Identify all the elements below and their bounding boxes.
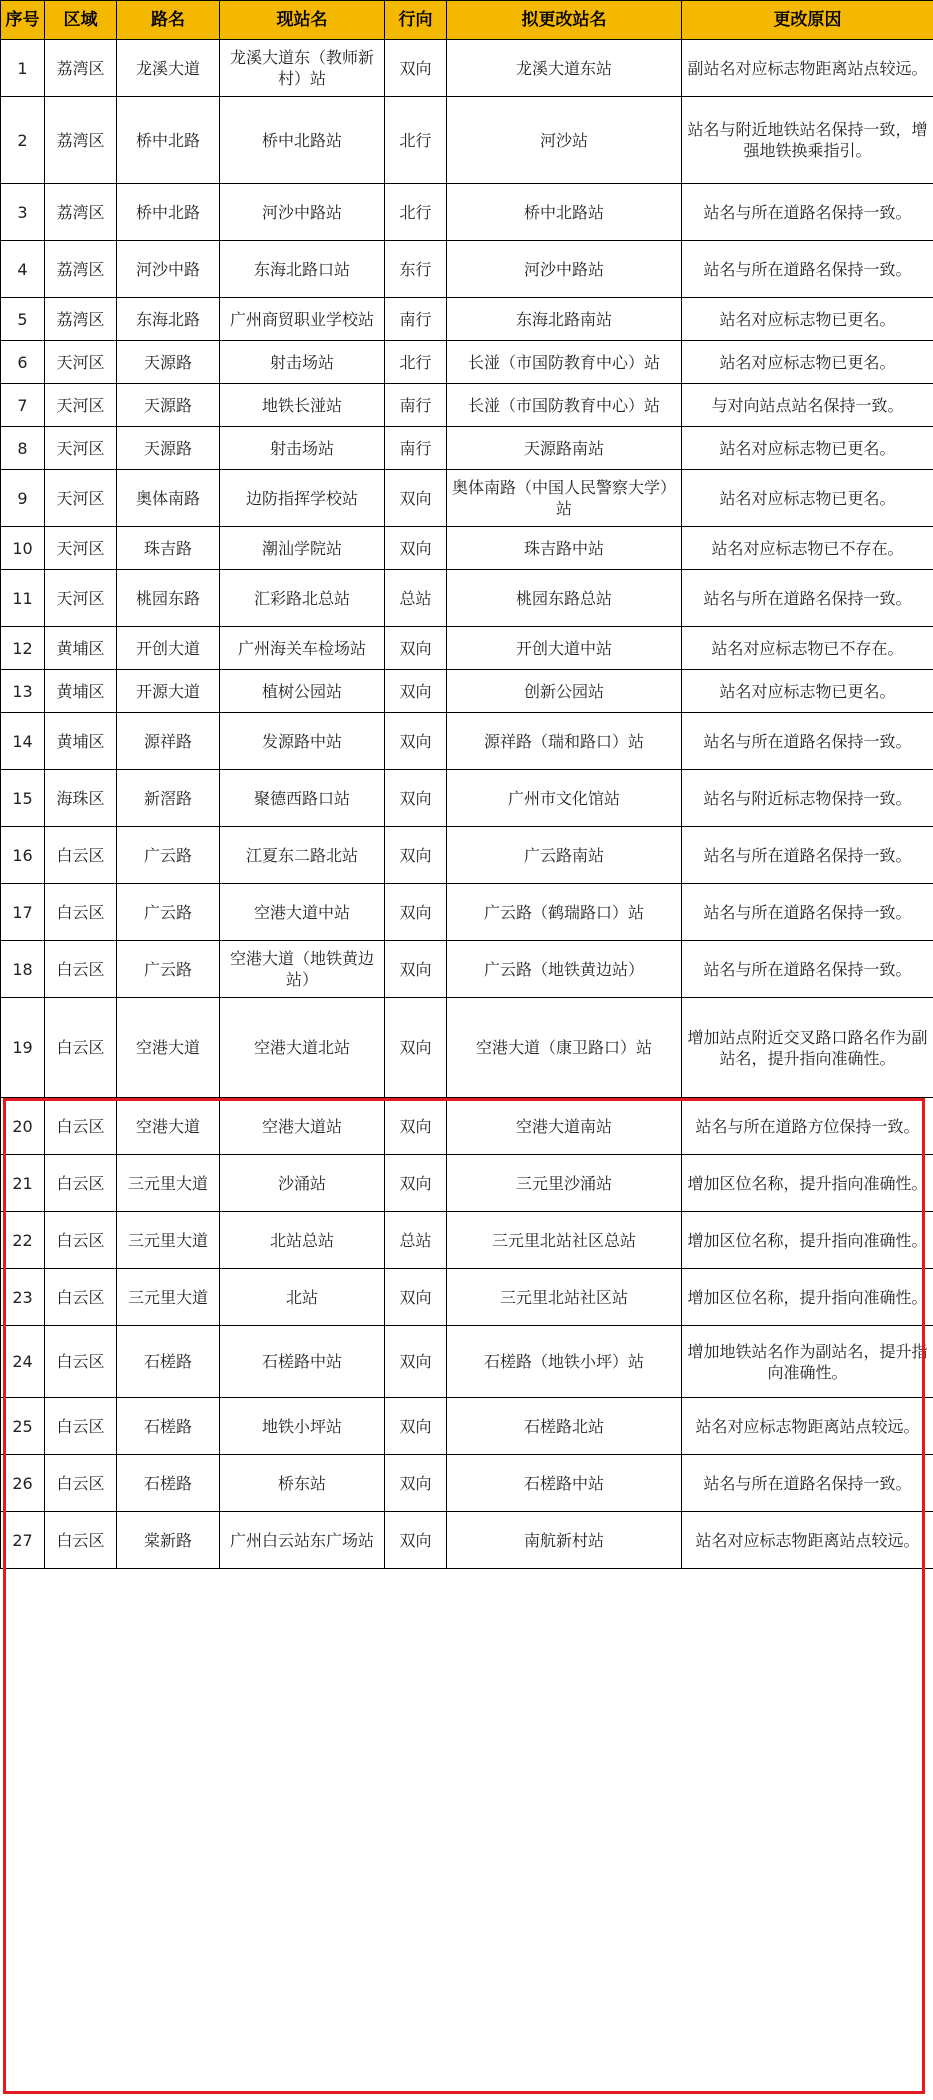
- road-cell: 棠新路: [117, 1512, 220, 1569]
- reason-cell: 站名对应标志物已更名。: [682, 427, 933, 470]
- new-station-cell: 珠吉路中站: [447, 527, 682, 570]
- direction-cell: 双向: [385, 627, 447, 670]
- road-cell: 源祥路: [117, 713, 220, 770]
- new-station-cell: 奥体南路（中国人民警察大学）站: [447, 470, 682, 527]
- district-cell: 白云区: [45, 1512, 117, 1569]
- table-row: [1, 941, 933, 998]
- col-district-header: 区域: [45, 1, 117, 40]
- district-cell: 黄埔区: [45, 670, 117, 713]
- direction-cell: 双向: [385, 1455, 447, 1512]
- new-station-cell: 三元里沙涌站: [447, 1155, 682, 1212]
- seq-cell: 10: [1, 527, 45, 570]
- table-row: [1, 1455, 933, 1512]
- table-row: [1, 627, 933, 670]
- seq-cell: 12: [1, 627, 45, 670]
- direction-cell: 双向: [385, 670, 447, 713]
- seq-cell: 7: [1, 384, 45, 427]
- district-cell: 荔湾区: [45, 241, 117, 298]
- seq-cell: 5: [1, 298, 45, 341]
- road-cell: 石槎路: [117, 1326, 220, 1398]
- current-station-cell: 广州白云站东广场站: [220, 1512, 385, 1569]
- road-cell: 空港大道: [117, 1098, 220, 1155]
- direction-cell: 双向: [385, 770, 447, 827]
- direction-cell: 双向: [385, 40, 447, 97]
- table-row: [1, 1326, 933, 1398]
- seq-cell: 6: [1, 341, 45, 384]
- new-station-cell: 广云路（地铁黄边站）: [447, 941, 682, 998]
- direction-cell: 南行: [385, 384, 447, 427]
- direction-cell: 总站: [385, 1212, 447, 1269]
- current-station-cell: 射击场站: [220, 427, 385, 470]
- current-station-cell: 空港大道（地铁黄边站）: [220, 941, 385, 998]
- table-row: [1, 713, 933, 770]
- current-station-cell: 东海北路口站: [220, 241, 385, 298]
- direction-cell: 南行: [385, 427, 447, 470]
- reason-cell: 站名对应标志物已更名。: [682, 298, 933, 341]
- reason-cell: 站名与所在道路名保持一致。: [682, 884, 933, 941]
- direction-cell: 双向: [385, 713, 447, 770]
- district-cell: 荔湾区: [45, 184, 117, 241]
- table-row: [1, 427, 933, 470]
- reason-cell: 站名与所在道路名保持一致。: [682, 713, 933, 770]
- district-cell: 荔湾区: [45, 40, 117, 97]
- new-station-cell: 天源路南站: [447, 427, 682, 470]
- reason-cell: 站名对应标志物已不存在。: [682, 627, 933, 670]
- road-cell: 广云路: [117, 827, 220, 884]
- new-station-cell: 桥中北路站: [447, 184, 682, 241]
- road-cell: 天源路: [117, 341, 220, 384]
- col-seq-header: 序号: [1, 1, 45, 40]
- new-station-cell: 空港大道南站: [447, 1098, 682, 1155]
- reason-cell: 站名与附近地铁站名保持一致，增强地铁换乘指引。: [682, 97, 933, 184]
- current-station-cell: 空港大道北站: [220, 998, 385, 1098]
- reason-cell: 增加区位名称，提升指向准确性。: [682, 1269, 933, 1326]
- district-cell: 白云区: [45, 884, 117, 941]
- seq-cell: 8: [1, 427, 45, 470]
- direction-cell: 双向: [385, 1098, 447, 1155]
- district-cell: 天河区: [45, 470, 117, 527]
- reason-cell: 站名与所在道路名保持一致。: [682, 1455, 933, 1512]
- road-cell: 石槎路: [117, 1398, 220, 1455]
- direction-cell: 北行: [385, 184, 447, 241]
- reason-cell: 站名与所在道路名保持一致。: [682, 184, 933, 241]
- table-row: [1, 827, 933, 884]
- road-cell: 桥中北路: [117, 184, 220, 241]
- table-row: [1, 884, 933, 941]
- direction-cell: 双向: [385, 1269, 447, 1326]
- seq-cell: 18: [1, 941, 45, 998]
- current-station-cell: 边防指挥学校站: [220, 470, 385, 527]
- district-cell: 白云区: [45, 1269, 117, 1326]
- district-cell: 白云区: [45, 1326, 117, 1398]
- new-station-cell: 石槎路中站: [447, 1455, 682, 1512]
- road-cell: 广云路: [117, 884, 220, 941]
- direction-cell: 双向: [385, 527, 447, 570]
- reason-cell: 站名与所在道路方位保持一致。: [682, 1098, 933, 1155]
- new-station-cell: 龙溪大道东站: [447, 40, 682, 97]
- district-cell: 白云区: [45, 1212, 117, 1269]
- district-cell: 白云区: [45, 1155, 117, 1212]
- seq-cell: 20: [1, 1098, 45, 1155]
- reason-cell: 站名与所在道路名保持一致。: [682, 241, 933, 298]
- district-cell: 天河区: [45, 341, 117, 384]
- road-cell: 开创大道: [117, 627, 220, 670]
- table-row: [1, 384, 933, 427]
- seq-cell: 15: [1, 770, 45, 827]
- road-cell: 空港大道: [117, 998, 220, 1098]
- table-row: [1, 770, 933, 827]
- road-cell: 三元里大道: [117, 1155, 220, 1212]
- seq-cell: 21: [1, 1155, 45, 1212]
- district-cell: 天河区: [45, 527, 117, 570]
- current-station-cell: 龙溪大道东（教师新村）站: [220, 40, 385, 97]
- new-station-cell: 长湴（市国防教育中心）站: [447, 384, 682, 427]
- seq-cell: 17: [1, 884, 45, 941]
- current-station-cell: 空港大道站: [220, 1098, 385, 1155]
- road-cell: 龙溪大道: [117, 40, 220, 97]
- table-row: [1, 298, 933, 341]
- road-cell: 新滘路: [117, 770, 220, 827]
- current-station-cell: 广州海关车检场站: [220, 627, 385, 670]
- current-station-cell: 广州商贸职业学校站: [220, 298, 385, 341]
- table-row: [1, 40, 933, 97]
- road-cell: 三元里大道: [117, 1212, 220, 1269]
- road-cell: 东海北路: [117, 298, 220, 341]
- new-station-cell: 石槎路北站: [447, 1398, 682, 1455]
- new-station-cell: 三元里北站社区站: [447, 1269, 682, 1326]
- current-station-cell: 发源路中站: [220, 713, 385, 770]
- col-new-station-header: 拟更改站名: [447, 1, 682, 40]
- table-row: [1, 1212, 933, 1269]
- seq-cell: 9: [1, 470, 45, 527]
- new-station-cell: 河沙中路站: [447, 241, 682, 298]
- road-cell: 奥体南路: [117, 470, 220, 527]
- table-row: [1, 470, 933, 527]
- new-station-cell: 南航新村站: [447, 1512, 682, 1569]
- direction-cell: 双向: [385, 941, 447, 998]
- current-station-cell: 汇彩路北总站: [220, 570, 385, 627]
- new-station-cell: 河沙站: [447, 97, 682, 184]
- table-row: [1, 670, 933, 713]
- district-cell: 天河区: [45, 384, 117, 427]
- current-station-cell: 沙涌站: [220, 1155, 385, 1212]
- district-cell: 白云区: [45, 1398, 117, 1455]
- reason-cell: 站名对应标志物已不存在。: [682, 527, 933, 570]
- table-body: [1, 40, 933, 1569]
- seq-cell: 27: [1, 1512, 45, 1569]
- direction-cell: 双向: [385, 827, 447, 884]
- district-cell: 白云区: [45, 827, 117, 884]
- current-station-cell: 地铁小坪站: [220, 1398, 385, 1455]
- road-cell: 桃园东路: [117, 570, 220, 627]
- direction-cell: 东行: [385, 241, 447, 298]
- seq-cell: 24: [1, 1326, 45, 1398]
- reason-cell: 增加站点附近交叉路口路名作为副站名，提升指向准确性。: [682, 998, 933, 1098]
- col-road-header: 路名: [117, 1, 220, 40]
- seq-cell: 22: [1, 1212, 45, 1269]
- reason-cell: 站名对应标志物已更名。: [682, 341, 933, 384]
- current-station-cell: 射击场站: [220, 341, 385, 384]
- reason-cell: 站名与所在道路名保持一致。: [682, 941, 933, 998]
- seq-cell: 16: [1, 827, 45, 884]
- reason-cell: 站名对应标志物距离站点较远。: [682, 1398, 933, 1455]
- new-station-cell: 三元里北站社区总站: [447, 1212, 682, 1269]
- new-station-cell: 广云路南站: [447, 827, 682, 884]
- district-cell: 天河区: [45, 427, 117, 470]
- current-station-cell: 空港大道中站: [220, 884, 385, 941]
- new-station-cell: 东海北路南站: [447, 298, 682, 341]
- table-row: [1, 97, 933, 184]
- seq-cell: 2: [1, 97, 45, 184]
- district-cell: 黄埔区: [45, 627, 117, 670]
- table-row: [1, 1155, 933, 1212]
- direction-cell: 双向: [385, 884, 447, 941]
- col-reason-header: 更改原因: [682, 1, 933, 40]
- district-cell: 白云区: [45, 941, 117, 998]
- seq-cell: 25: [1, 1398, 45, 1455]
- table-row: [1, 1512, 933, 1569]
- current-station-cell: 石槎路中站: [220, 1326, 385, 1398]
- road-cell: 石槎路: [117, 1455, 220, 1512]
- district-cell: 海珠区: [45, 770, 117, 827]
- reason-cell: 站名与所在道路名保持一致。: [682, 570, 933, 627]
- district-cell: 白云区: [45, 1098, 117, 1155]
- reason-cell: 增加地铁站名作为副站名，提升指向准确性。: [682, 1326, 933, 1398]
- seq-cell: 13: [1, 670, 45, 713]
- reason-cell: 站名与附近标志物保持一致。: [682, 770, 933, 827]
- road-cell: 三元里大道: [117, 1269, 220, 1326]
- current-station-cell: 桥东站: [220, 1455, 385, 1512]
- seq-cell: 19: [1, 998, 45, 1098]
- seq-cell: 11: [1, 570, 45, 627]
- reason-cell: 增加区位名称，提升指向准确性。: [682, 1155, 933, 1212]
- new-station-cell: 广云路（鹤瑞路口）站: [447, 884, 682, 941]
- header-row: [1, 1, 933, 40]
- table-row: [1, 184, 933, 241]
- current-station-cell: 北站总站: [220, 1212, 385, 1269]
- table-row: [1, 1269, 933, 1326]
- direction-cell: 双向: [385, 470, 447, 527]
- seq-cell: 23: [1, 1269, 45, 1326]
- direction-cell: 总站: [385, 570, 447, 627]
- current-station-cell: 地铁长湴站: [220, 384, 385, 427]
- road-cell: 珠吉路: [117, 527, 220, 570]
- road-cell: 天源路: [117, 384, 220, 427]
- col-current-station-header: 现站名: [220, 1, 385, 40]
- table-row: [1, 998, 933, 1098]
- district-cell: 天河区: [45, 570, 117, 627]
- new-station-cell: 创新公园站: [447, 670, 682, 713]
- reason-cell: 增加区位名称，提升指向准确性。: [682, 1212, 933, 1269]
- direction-cell: 北行: [385, 97, 447, 184]
- district-cell: 黄埔区: [45, 713, 117, 770]
- reason-cell: 副站名对应标志物距离站点较远。: [682, 40, 933, 97]
- road-cell: 河沙中路: [117, 241, 220, 298]
- district-cell: 白云区: [45, 998, 117, 1098]
- reason-cell: 站名与所在道路名保持一致。: [682, 827, 933, 884]
- current-station-cell: 北站: [220, 1269, 385, 1326]
- direction-cell: 北行: [385, 341, 447, 384]
- new-station-cell: 石槎路（地铁小坪）站: [447, 1326, 682, 1398]
- direction-cell: 双向: [385, 1512, 447, 1569]
- current-station-cell: 江夏东二路北站: [220, 827, 385, 884]
- table-row: [1, 570, 933, 627]
- direction-cell: 南行: [385, 298, 447, 341]
- table-row: [1, 241, 933, 298]
- seq-cell: 1: [1, 40, 45, 97]
- current-station-cell: 潮汕学院站: [220, 527, 385, 570]
- district-cell: 荔湾区: [45, 97, 117, 184]
- col-direction-header: 行向: [385, 1, 447, 40]
- current-station-cell: 植树公园站: [220, 670, 385, 713]
- current-station-cell: 河沙中路站: [220, 184, 385, 241]
- new-station-cell: 开创大道中站: [447, 627, 682, 670]
- road-cell: 桥中北路: [117, 97, 220, 184]
- table-row: [1, 527, 933, 570]
- seq-cell: 4: [1, 241, 45, 298]
- new-station-cell: 桃园东路总站: [447, 570, 682, 627]
- district-cell: 荔湾区: [45, 298, 117, 341]
- road-cell: 广云路: [117, 941, 220, 998]
- road-cell: 开源大道: [117, 670, 220, 713]
- road-cell: 天源路: [117, 427, 220, 470]
- reason-cell: 站名对应标志物距离站点较远。: [682, 1512, 933, 1569]
- direction-cell: 双向: [385, 1398, 447, 1455]
- reason-cell: 与对向站点站名保持一致。: [682, 384, 933, 427]
- direction-cell: 双向: [385, 998, 447, 1098]
- reason-cell: 站名对应标志物已更名。: [682, 470, 933, 527]
- new-station-cell: 长湴（市国防教育中心）站: [447, 341, 682, 384]
- new-station-cell: 广州市文化馆站: [447, 770, 682, 827]
- current-station-cell: 桥中北路站: [220, 97, 385, 184]
- table-row: [1, 341, 933, 384]
- table-header: [1, 1, 933, 40]
- table-row: [1, 1398, 933, 1455]
- seq-cell: 26: [1, 1455, 45, 1512]
- table-row: [1, 1098, 933, 1155]
- reason-cell: 站名对应标志物已更名。: [682, 670, 933, 713]
- current-station-cell: 聚德西路口站: [220, 770, 385, 827]
- seq-cell: 3: [1, 184, 45, 241]
- seq-cell: 14: [1, 713, 45, 770]
- district-cell: 白云区: [45, 1455, 117, 1512]
- direction-cell: 双向: [385, 1326, 447, 1398]
- direction-cell: 双向: [385, 1155, 447, 1212]
- new-station-cell: 源祥路（瑞和路口）站: [447, 713, 682, 770]
- new-station-cell: 空港大道（康卫路口）站: [447, 998, 682, 1098]
